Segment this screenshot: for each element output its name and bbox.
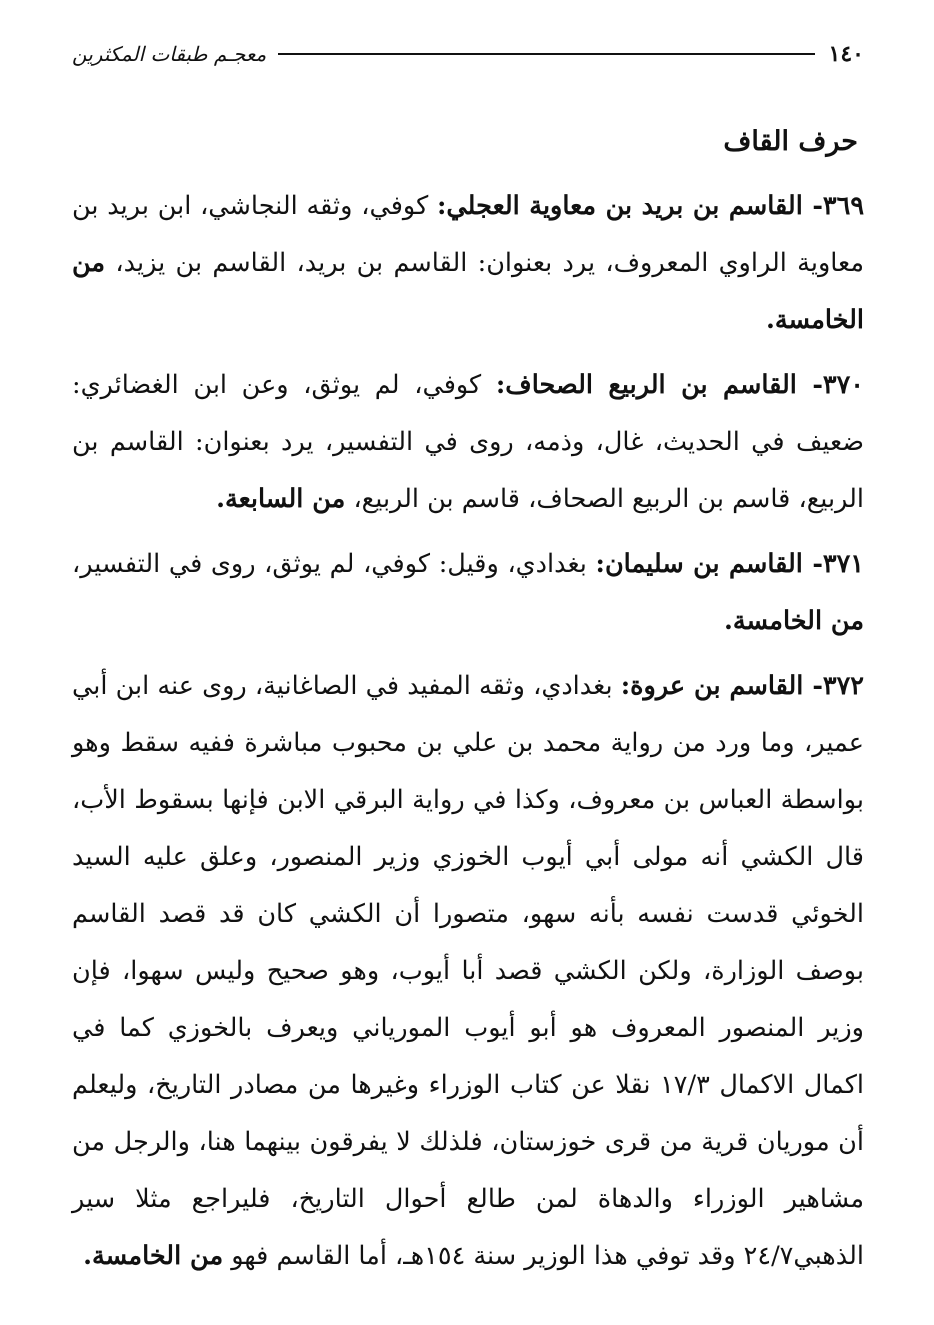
page-content — [72, 122, 864, 1293]
entry-tail: من الخامسة. — [724, 606, 864, 636]
entry-title: ٣٦٩- القاسم بن بريد بن معاوية العجلي: — [437, 191, 865, 221]
entry-body: بغدادي، وقيل: كوفي، لم يوثق، روى في التفسير، — [72, 549, 596, 579]
entry-title: ٣٧٢- القاسم بن عروة: — [620, 671, 864, 701]
entry-370 — [72, 357, 864, 528]
running-header — [72, 34, 864, 74]
page-number: ١٤٠ — [828, 41, 864, 67]
entry-body: كوفي، لم يوثق، وعن ابن الغضائري: ضعيف في الحديث، غال، وذمه، روى في التفسير، يرد بعنوان: القاسم بن الربيع، قاسم بن الربيع الصحاف، قاسم بن الربيع، — [72, 370, 864, 514]
entry-title: ٣٧١- القاسم بن سليمان: — [595, 549, 864, 579]
entry-title: ٣٧٠- القاسم بن الربيع الصحاف: — [495, 370, 864, 400]
entry-372 — [72, 658, 864, 1285]
header-rule — [278, 53, 814, 55]
entry-tail: من السابعة. — [216, 484, 346, 514]
entry-body: بغدادي، وثقه المفيد في الصاغانية، روى عنه ابن أبي عمير، وما ورد من رواية محمد بن علي بن محبوب مباشرة ففيه سقط وهو بواسطة العباس بن معروف، وكذا في رواية البرقي الابن فإنها بسقوط الأب، قال الكشي أنه مولى أبي أيوب الخوزي وزير المنصور، وعلق عليه السيد الخوئي قدست نفسه بأنه سهو، متصورا أن الكشي كان قد قصد القاسم بوصف الوزارة، ولكن الكشي قصد أبا أيوب، وهو صحيح وليس سهوا، فإن وزير المنصور المعروف هو أبو أيوب المورياني ويعرف بالخوزي كما في اكمال الاكمال ١٧/٣ نقلا عن كتاب الوزراء وغيرها من مصادر التاريخ، وليعلم أن موريان قرية من قرى خوزستان، فلذلك لا يفرقون بينهما هنا، والرجل من مشاهير الوزراء والدهاة لمن طالع أحوال التاريخ، فليراجع مثلا سير الذهبي٢٤/٧ وقد توفي هذا الوزير سنة ١٥٤هـ، أما القاسم فهو — [72, 671, 864, 1271]
entry-371 — [72, 536, 864, 650]
entry-body: كوفي، وثقه النجاشي، ابن بريد بن معاوية الراوي المعروف، يرد بعنوان: القاسم بن بريد، القاسم بن يزيد، — [72, 191, 864, 278]
entry-tail: من الخامسة. — [72, 248, 864, 335]
entry-tail: من الخامسة. — [83, 1241, 224, 1271]
book-title: معجـم طبقات المكثرين — [72, 42, 267, 66]
section-heading: حرف القاف — [723, 126, 858, 157]
entry-369 — [72, 178, 864, 349]
book-page — [72, 26, 864, 1305]
